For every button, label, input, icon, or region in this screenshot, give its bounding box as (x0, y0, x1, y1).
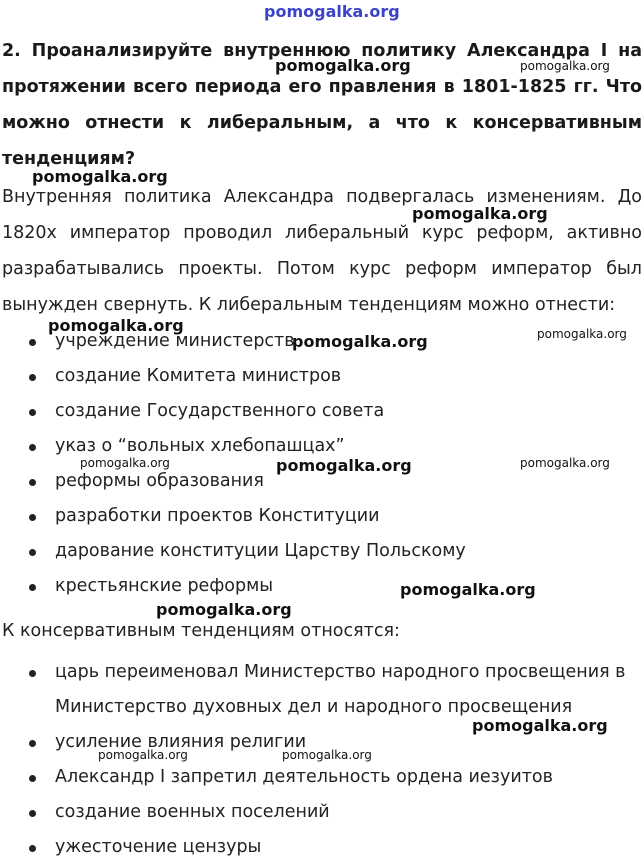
conservative-heading: К консервативным тенденциям относятся: (2, 621, 400, 641)
bullet-icon (29, 845, 36, 852)
list-item: реформы образования (0, 464, 644, 499)
list-item: учреждение министерств (0, 324, 644, 359)
list-item: создание военных поселений (0, 795, 644, 830)
bullet-icon (29, 740, 36, 747)
bullet-icon (29, 339, 36, 346)
list-item: указ о “вольных хлебопашцах” (0, 429, 644, 464)
watermark: pomogalka.org (48, 316, 184, 335)
bullet-icon (29, 514, 36, 521)
watermark: pomogalka.org (98, 748, 188, 762)
watermark: pomogalka.org (520, 59, 610, 73)
bullet-icon (29, 810, 36, 817)
watermark: pomogalka.org (80, 456, 170, 470)
watermark: pomogalka.org (156, 600, 292, 619)
bullet-icon (29, 584, 36, 591)
answer-intro: Внутренняя политика Александра подвергалась изменениям. До 1820х император проводил либеральный курс реформ, активно разрабатывались проекты. Потом курс реформ император был вынужден свернуть. К либеральным тенденциям можно отнести: (2, 187, 642, 315)
list-item: создание Государственного совета (0, 394, 644, 429)
watermark: pomogalka.org (400, 580, 536, 599)
watermark: pomogalka.org (537, 327, 627, 341)
watermark: pomogalka.org (32, 167, 168, 186)
watermark: pomogalka.org (472, 716, 608, 735)
list-item: Александр I запретил деятельность ордена иезуитов (0, 760, 644, 795)
list-item: создание Комитета министров (0, 359, 644, 394)
list-item: царь переименовал Министерство народного просвещения в Министерство духовных дел и народного просвещения (0, 655, 644, 725)
list-item: усиление влияния религии (0, 725, 644, 760)
list-item: разработки проектов Конституции (0, 499, 644, 534)
watermark: pomogalka.org (292, 332, 428, 351)
bullet-icon (29, 409, 36, 416)
bullet-icon (29, 374, 36, 381)
bullet-icon (29, 444, 36, 451)
bullet-icon (29, 549, 36, 556)
question-text: 2. Проанализируйте внутреннюю политику Александра I на протяжении всего периода его правления в 1801-1825 гг. Что можно отнести к либеральным, а что к консервативным тенденциям? (2, 41, 642, 169)
list-item: крестьянские реформы (0, 569, 644, 604)
watermark-top: pomogalka.org (264, 2, 400, 21)
bullet-icon (29, 479, 36, 486)
bullet-icon (29, 775, 36, 782)
bullet-icon (29, 670, 36, 677)
list-item: ужесточение цензуры (0, 830, 644, 865)
watermark: pomogalka.org (276, 456, 412, 475)
watermark: pomogalka.org (275, 56, 411, 75)
watermark: pomogalka.org (412, 204, 548, 223)
watermark: pomogalka.org (520, 456, 610, 470)
watermark: pomogalka.org (282, 748, 372, 762)
list-item: дарование конституции Царству Польскому (0, 534, 644, 569)
